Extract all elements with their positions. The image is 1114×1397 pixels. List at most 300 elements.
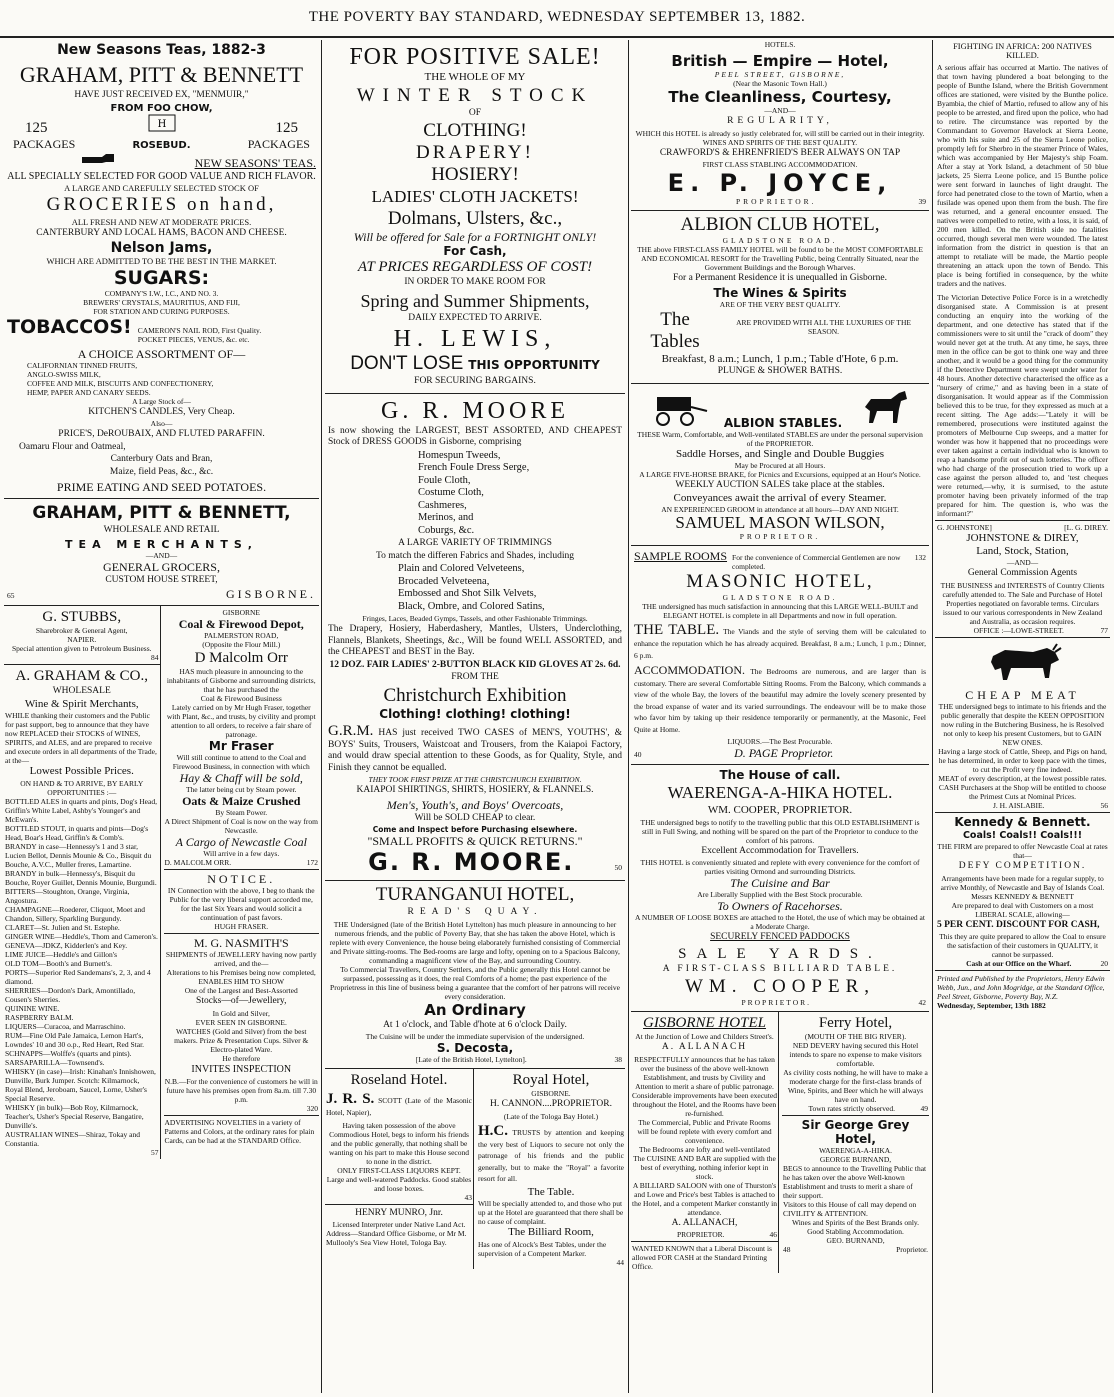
col3-right	[778, 1012, 929, 1273]
meat-1: THE undersigned begs to intimate to his friends and the public generally that despite the KEEN OPPOSITION now ruling in the Butchering Business, he is Resolved not only to keep his present Customers, but to GAIN NEW ONES.	[938, 701, 1107, 747]
agraham-3: WHILE thanking their customers and the Public for past support, beg to announce that they have now REPLACED their STOCKS of WINES, SPIRITS, and ALES, and are prepared to receive and execute orders in all departments of the Trade, at the—	[5, 711, 157, 765]
orr-3: Lately carried on by Mr Hugh Fraser, together with Plant, &c., and trusts, by civility and prompt attention to all orders, to receive a fair share of patronage.	[166, 703, 316, 739]
cooper-footer	[634, 998, 926, 1007]
match: To match the differen Fabrics and Shades, including	[375, 550, 575, 561]
wine-list-item: PORTS—Superior Red Sandemans's, 2, 3, and 4 diamond.	[5, 967, 151, 986]
page-no: 40	[634, 750, 642, 759]
cuisine: The Cuisine and Bar	[730, 876, 830, 890]
albion-1: THE above FIRST-CLASS FAMILY HOTEL will be found to be the MOST COMFORTABLE AND ECONOMICAL RESORT for the Travelling Public, being Centrally Situated, near the Government Buildings and the Borough Wharves.	[637, 245, 923, 272]
ferry-advert	[782, 1012, 929, 1116]
british-empire-advert	[631, 49, 929, 211]
agraham-no: 57	[151, 1147, 159, 1157]
and-1: —AND—	[764, 106, 796, 115]
dateline: Wednesday, September, 13th 1882	[937, 1001, 1046, 1010]
roseland-no: 43	[464, 1192, 472, 1202]
allanach-sig: A. ALLANACH,	[671, 1217, 738, 1228]
albion: ALBION CLUB HOTEL,	[680, 214, 880, 235]
grm-block	[328, 722, 622, 775]
cash-5-1: This they are quite prepared to allow the Coal to ensure the satisfaction of their customers in QUALITY, it cannot be surpassed.	[939, 932, 1106, 959]
sale-heading: FOR POSITIVE SALE!	[349, 44, 601, 70]
royal: Royal Hotel,	[512, 1072, 590, 1088]
johnstone-b: [L. G. DIREY.	[1064, 523, 1108, 532]
dress-goods-item: Coburgs, &c.	[418, 524, 475, 536]
lowest: Lowest Possible Prices.	[29, 765, 134, 777]
nasmith-advert	[164, 934, 320, 1116]
stock-line: A LARGE AND CAREFULLY SELECTED STOCK OF	[64, 183, 259, 193]
ferry-1: (MOUTH OF THE BIG RIVER).	[804, 1032, 907, 1041]
selected-line: ALL SPECIALLY SELECTED FOR GOOD VALUE AND RICH FLAVOR.	[7, 170, 316, 182]
opportunity: THIS OPPORTUNITY	[468, 358, 600, 372]
wine-list-item: BRANDY in bulk—Hennessy's, Bisquit du Bouche, Royer Guillet, Dennis Mounie, Burgundi.	[5, 868, 157, 887]
drapery-p: The Drapery, Hosiery, Haberdashery, Mantles, Ulsters, Underclothing, Flannels, Blankets, Sheetings, &c., Will be found WELL ASSORTED, and the CHEAPEST and BEST in the Bay.	[328, 624, 622, 657]
johnstone-a: G. JOHNSTONE]	[937, 523, 992, 532]
drapery: DRAPERY!	[416, 142, 534, 163]
prize: THEY TOOK FIRST PRIZE AT THE CHRISTCHURCH EXHIBITION.	[368, 775, 582, 784]
potatoes: PRIME EATING AND SEED POTATOES.	[56, 480, 267, 494]
cleanliness: The Cleanliness, Courtesy,	[668, 88, 892, 106]
grey-footer	[783, 1245, 928, 1254]
gisborne: GISBORNE.	[225, 587, 316, 601]
fringes: Fringes, Laces, Beaded Gymps, Tassels, and other Fashionable Trimmings.	[362, 614, 588, 623]
africa-text: A serious affair has occurred at Martio. The natives of that town having plundered a boat belonging to the people of Bunthe Island, where the British Government offices are stationed, were visited by the Bunthe police. Byambia, the chief of Martio, refused to allow any of his people to be arrested, and fired upon the police, who had to retire. The circumstance was reported by the Commandant to Governor Havelock at Sierra Leone, who with his suite and 25 of the Sierra Leone police, promptly left for Sherbro in the steamer Prince of Wales, which was accompanied by Her Majesty's ship Foam. After a stay at York Island, a detachment of 50 blue jackets, 25 Sierra Leone police, and 15 Bunthe police were sent forward in launches of light draught. The force had penetrated close to the town of Martio, when a fusilade was opened upon them from the bush. The fire was returned, and a general encounter ensued. The natives were compelled to retire, with a loss, it is said, of 200 men killed. On the British side no fatalities occurred, though several men were wounded. The latest information from the district in question is that an attempt to retaliate will be made, the Martio people threatening an attack upon the town of Bendo. This place is being fortified in consequence, by the white traders and the natives.	[937, 63, 1108, 288]
coal-gisborne: GISBORNE	[222, 608, 260, 617]
firm-name: GRAHAM, PITT & BENNETT	[19, 62, 304, 87]
horse-icon	[857, 387, 911, 427]
stables-advert	[631, 384, 929, 547]
allanach-footer	[632, 1230, 777, 1239]
kennedy-1: THE FIRM are prepared to offer Newcastle Coal at rates that—	[937, 842, 1108, 860]
column-rule	[628, 40, 629, 1393]
wilson: SAMUEL MASON WILSON,	[675, 513, 885, 532]
cargo: A Cargo of Newcastle Coal	[175, 835, 307, 849]
ferry-footer	[783, 1104, 928, 1113]
new-teas: NEW SEASONS' TEAS.	[194, 155, 316, 170]
gpb-advert	[4, 499, 319, 606]
albion-road: GLADSTONE ROAD.	[722, 236, 838, 245]
masonic-road: GLADSTONE ROAD.	[722, 593, 838, 602]
notice-title: NOTICE.	[207, 872, 276, 886]
table: The Table.	[527, 1185, 575, 1198]
africa-article	[935, 40, 1110, 521]
velvet-item: Black, Ombre, and Colored Satins,	[398, 600, 545, 612]
wine-list-item: SHERRIES—Dordon's Dark, Amontillado, Cousen's Sherries.	[5, 985, 136, 1004]
moore-advert	[325, 394, 625, 882]
joyce-prop: PROPRIETOR.	[735, 197, 817, 206]
ferry-2: NED DEVERY having secured this Hotel intends to spare no expense to make visitors comfortable.	[789, 1041, 922, 1068]
stubbs-2: NAPIER.	[67, 635, 97, 644]
ferry: Ferry Hotel,	[818, 1015, 893, 1031]
jrs-block	[326, 1090, 472, 1120]
saddle-1: May be Procured at all Hours.	[734, 461, 826, 470]
saddle: Saddle Horses, and Single and Double Buggies	[675, 447, 885, 460]
dolmans: Dolmans, Ulsters, &c.,	[387, 208, 563, 229]
masonic: MASONIC HOTEL,	[686, 571, 874, 592]
nasmith-3: ENABLES HIM TO SHOW	[198, 977, 285, 986]
turanganui: TURANGANUI HOTEL,	[375, 884, 575, 905]
decosta-1: [Late of the British Hotel, Lyttelton].	[415, 1055, 527, 1064]
candles-pre: A Large Stock of—	[132, 396, 191, 406]
col1-right	[160, 606, 320, 1159]
liquors: LIQUORS.—The Best Procurable.	[727, 737, 833, 746]
kaiapoi: KAIAPOI SHIRTINGS, SHIRTS, HOSIERY, & FLANNELS.	[356, 785, 594, 795]
masonic-advert	[631, 546, 929, 765]
moore-2-no: 50	[614, 863, 622, 872]
tobacco-2: POCKET PIECES, VENUS, &c. etc.	[137, 334, 250, 344]
allanach-6: A BILLIARD SALOON with one of Thurston's and Lowe and Price's best Tables is attached to the Hotel, and a competent Marker constantly in attendance.	[632, 1180, 777, 1217]
ferry-4: Town rates strictly observed.	[808, 1104, 896, 1113]
defy: DEFY COMPETITION.	[958, 861, 1087, 871]
meat-3: MEAT of every description, at the lowest possible rates.	[938, 773, 1107, 783]
meat-4: CASH Purchasers at the Shop will be entitled to choose the Primest Cuts at Nominal Prices.	[938, 782, 1107, 801]
munro-advert	[325, 1205, 473, 1250]
grey-6: Good Stabling Accommodation.	[807, 1227, 904, 1236]
wine-list-item: CHAMPAGNE—Roederer, Cliquot, Moet and Chandon, Sillery, Sparkling Burgundy.	[5, 904, 146, 923]
sample-row	[634, 549, 926, 571]
house-of-call: The House of call.	[719, 768, 841, 782]
near: (Near the Masonic Town Hall.)	[733, 79, 827, 88]
cheap-meat: CHEAP MEAT	[965, 687, 1080, 702]
candles: KITCHEN'S CANDLES, Very Cheap.	[88, 406, 235, 417]
wine-list-item: RUM—Fine Old Pale Jamaica, Lemon Hart's, Lowndes' 10 and 30 o.p., Red Heart, Red Star.	[5, 1030, 145, 1049]
nasmith-1: SHIPMENTS of JEWELLERY having now partly arrived, and the—	[165, 950, 317, 968]
billiard-1: Has one of Alcock's Best Tables, under the supervision of a Competent Marker.	[478, 1239, 607, 1258]
received-line: HAVE JUST RECEIVED EX, "MENMUIR,"	[74, 90, 249, 100]
accommodation-1: The Bedrooms are numerous, and are larger than is customary. There are several Comfortable Sitting Rooms. From the Balcony, which commands a view of the whole Bay, the lovers of the beautiful may admire the lovely scenery presented by the broad expanse of water and its varied surroundings. The endeavour will be to make those who favor him by taking up their residence temporarily or permanently, at the Masonic, Feel Quite at Home.	[634, 667, 926, 734]
chinese-seal-icon	[147, 114, 177, 132]
oats-1: By Steam Power.	[215, 808, 268, 817]
crawford: CRAWFORD'S & EHRENFRIED'S BEER ALWAYS ON TAP	[659, 147, 901, 158]
grey-no: 48	[783, 1245, 791, 1254]
conveyances: Conveyances await the arrival of every Steamer.	[673, 491, 887, 504]
stubbs-no: 84	[151, 653, 159, 662]
orr: D Malcolm Orr	[194, 650, 288, 666]
cash: For Cash,	[443, 244, 507, 258]
turanganui-1: READ'S QUAY.	[407, 907, 543, 917]
dress-goods-item: Homespun Tweeds,	[418, 449, 501, 461]
stubbs-1: Sharebroker & General Agent,	[35, 626, 128, 635]
allanach-3: The Commercial, Public and Private Rooms will be found replete with every comfort and convenience.	[637, 1117, 772, 1145]
royal-1: GISBORNE.	[531, 1089, 571, 1098]
royal-advert	[477, 1069, 625, 1269]
billiard-table: A FIRST-CLASS BILLIARD TABLE.	[662, 963, 898, 974]
column-1	[4, 40, 319, 1393]
trimmings: A LARGE VARIETY OF TRIMMINGS	[398, 538, 552, 548]
peel-street: PEEL STREET, GISBORNE,	[714, 70, 846, 79]
allanach-prop: PROPRIETOR.	[676, 1230, 725, 1239]
wine-list-item: BOTTLED ALES in quarts and pints, Dog's Head, Griffin's White Label, Ashby's Younger's and McEwan's.	[5, 796, 157, 824]
johnstone-1: THE BUSINESS and INTERESTS of Country Clients carefully attended to. The Sale and Purchase of Hotel Properties negotiated on favorable terms. Circulars issued to our various correspondents in New Zealand and Australia, as occasion requires.	[940, 580, 1105, 626]
decosta-no: 38	[614, 1055, 622, 1064]
ordinary-1: At 1 o'clock, and Table d'hote at 6 o'clock Daily.	[383, 1019, 567, 1030]
wine-list-item: GINGER WINE—Heddle's, Thom and Cameron's.	[5, 931, 158, 941]
wanted: WANTED KNOWN that a Liberal Discount is allowed FOR CASH at the Standard Printing Office.	[632, 1244, 772, 1271]
oats-2: A Direct Shipment of Coal is now on the way from Newcastle.	[164, 817, 318, 835]
dress-goods-item: Cashmeres,	[418, 499, 467, 511]
moore2-row	[328, 848, 622, 876]
wine-list-item: WHISKY (in bulk)—Bob Roy, Kilmarnock, Teacher's, Usher's Special Reserve, Bangatire, Dunville's.	[5, 1102, 144, 1130]
british-empire: British — Empire — Hotel,	[671, 52, 889, 70]
sample-no: 132	[914, 553, 926, 562]
wine-list-item: LIQUERS—Curacoa, and Marraschino.	[5, 1021, 126, 1031]
oamaru-3: Maize, field Peas, &c., &c.	[109, 466, 214, 477]
cannon: H. CANNON....PROPRIETOR.	[489, 1099, 613, 1109]
moore: G. R. MOORE	[380, 397, 569, 424]
jrs-1: SCOTT (Late of the Masonic Hotel, Napier),	[326, 1096, 472, 1117]
regardless: AT PRICES REGARDLESS OF COST!	[357, 259, 593, 275]
ferry-no: 49	[920, 1104, 928, 1113]
agraham: A. GRAHAM & CO.,	[15, 668, 148, 684]
billiard: The Billiard Room,	[508, 1226, 594, 1238]
column-2	[325, 40, 625, 1393]
nasmith-10: INVITES INSPECTION	[191, 1063, 292, 1075]
sample-1: For the convenience of Commercial Gentlemen are now completed.	[732, 553, 901, 571]
allanach-1: RESPECTFULLY announces that he has taken over the business of the above well-known Establishment, and trusts by Civility and Attention to merit a share of public patronage.	[634, 1054, 775, 1091]
stubbs: G. STUBBS,	[42, 609, 122, 625]
cannon-1: (Late of the Tologa Bay Hotel.)	[503, 1111, 599, 1121]
column-rule	[932, 40, 933, 1393]
wine-list-item: BOTTLED STOUT, in quarts and pints—Dog's Head, Boar's Head, Griffin's & Comb's.	[5, 823, 149, 842]
notice-sig: HUGH FRASER.	[214, 922, 269, 931]
securing: FOR SECURING BARGAINS.	[414, 376, 536, 386]
meat-sig: J. H. AISLABIE.	[993, 800, 1045, 810]
nasmith-5: Stocks—of—Jewellery,	[196, 996, 287, 1006]
coal-opp: (Opposite the Flour Mill.)	[202, 640, 281, 649]
wines: WINES AND SPIRITS OF THE BEST QUALITY.	[702, 137, 858, 147]
coal-head: Coal & Firewood Depot,	[178, 617, 304, 631]
packages-label-row	[7, 137, 316, 151]
fraser: Mr Fraser	[208, 739, 274, 753]
stubbs-advert	[4, 606, 160, 665]
qty-left: 125	[25, 119, 48, 136]
joyce: E. P. JOYCE,	[667, 169, 893, 197]
notice-advert	[164, 870, 320, 934]
agraham-1: WHOLESALE	[52, 686, 111, 696]
overcoats: Men's, Youth's, and Boys' Overcoats,	[386, 797, 564, 812]
exhibition: Christchurch Exhibition	[383, 684, 567, 706]
wine-list-item: OLD TOM—Booth's and Burnett's.	[5, 958, 113, 968]
clothing-3: Clothing! clothing! clothing!	[379, 706, 571, 721]
cuisine-1: Are Liberally Supplied with the Best Stock procurable.	[697, 890, 863, 899]
of: OF	[468, 107, 482, 118]
col2-left	[325, 1069, 473, 1269]
dont-lose: DON'T LOSE	[350, 353, 464, 374]
fresh-line: ALL FRESH AND NEW AT MODERATE PRICES.	[71, 217, 252, 227]
inspect: Come and Inspect before Purchasing elsewhere.	[372, 825, 578, 834]
teas-advert	[4, 40, 319, 499]
new-teas-row	[7, 151, 316, 170]
cooper-2: THIS HOTEL is conveniently situated and replete with every convenience for the comfort of parties visiting Ormond and surrounding Districts.	[640, 858, 920, 876]
page-row	[634, 746, 926, 760]
velvet-item: Embossed and Shot Silk Velvets,	[398, 588, 537, 599]
and: —AND—	[145, 550, 178, 560]
grey-5: Wines and Spirits of the Best Brands only.	[791, 1218, 920, 1227]
the-table: THE TABLE.	[634, 622, 720, 638]
sugars: SUGARS:	[113, 266, 210, 289]
notice-1: IN Connection with the above, I beg to thank the Public for the very liberal support accorded me, for the last Six Years and would solicit a continuation of past favors.	[167, 886, 315, 922]
moore-1: Is now showing the LARGEST, BEST ASSORTED, AND CHEAPEST Stock of DRESS GOODS in Gisborne, comprising	[328, 425, 622, 447]
nasmith-7: EVER SEEN IN GISBORNE.	[195, 1017, 287, 1027]
tobaccos: TOBACCOS!	[7, 315, 132, 338]
packages-left: PACKAGES	[13, 136, 76, 151]
albion-stables: ALBION STABLES.	[723, 415, 843, 430]
office: OFFICE :—LOWE-STREET.	[973, 625, 1064, 635]
wine-list	[5, 797, 159, 1148]
thetable-block	[634, 621, 926, 662]
gpb-footer	[7, 587, 316, 601]
tobaccos-row	[7, 316, 316, 344]
ad-number: 65	[7, 591, 15, 600]
albion-2: For a Permanent Residence it is unequalled in Gisborne.	[673, 273, 887, 283]
kennedy-advert	[935, 813, 1110, 972]
room: IN ORDER TO MAKE ROOM FOR	[404, 277, 546, 287]
stables-1: THESE Warm, Comfortable, and Well-ventilated STABLES are under the personal supervision of the PROPRIETOR.	[637, 429, 923, 448]
choice-item: CALIFORNIAN TINNED FRUITS,	[27, 360, 138, 370]
nasmith-no: 320	[306, 1103, 318, 1113]
tables: The Tables	[650, 308, 700, 352]
imprint	[935, 971, 1110, 1013]
coal-advert	[164, 606, 320, 870]
pointing-hand-icon	[80, 151, 116, 167]
wine-list-item: AUSTRALIAN WINES—Shiraz, Tokay and Constantia.	[5, 1129, 141, 1148]
dress-goods-item: Costume Cloth,	[418, 487, 484, 498]
agraham-advert	[4, 665, 160, 1159]
whole: THE WHOLE OF MY	[424, 71, 526, 83]
stubbs-3: Special attention given to Petroleum Business.	[11, 644, 152, 653]
hay: Hay & Chaff will be sold,	[179, 771, 303, 785]
meat-2: Having a large stock of Cattle, Sheep, and Pigs on hand, he has determined, in order to keep pace with the times, to cut the Profit very fine indeed.	[938, 746, 1107, 774]
wines-spirits-1: ARE OF THE VERY BEST QUALITY.	[719, 299, 841, 309]
ladies: LADIES' CLOTH JACKETS!	[371, 187, 579, 206]
cargo-sig: D. MALCOLM ORR.	[164, 858, 232, 867]
ferry-3: As civility costs nothing, he will have to make a moderate charge for the first-class brands of Wine, Spirits, and Beer which he will always have on hand.	[783, 1068, 928, 1104]
billiard-no: 44	[616, 1257, 624, 1267]
johnstone-advert	[935, 521, 1110, 638]
gisborne-hotel-1: At the Junction of Lowe and Childers Street's.	[635, 1032, 774, 1041]
col1-left	[4, 606, 160, 1159]
wine-list-item: CLARET—St. Julien and St. Estephe.	[5, 922, 120, 932]
ordinary: An Ordinary	[424, 1000, 526, 1019]
hc-block	[478, 1122, 624, 1186]
office-2: Cash at our Office on the Wharf.	[966, 959, 1072, 968]
allanach-5: The CUISINE AND BAR are supplied with the best of everything, nothing inferior kept in stock.	[633, 1153, 776, 1181]
cooper: WM. COOPER, PROPRIETOR.	[707, 804, 853, 816]
cargo-footer	[165, 858, 319, 867]
jams-sub: WHICH ARE ADMITTED TO BE THE BEST IN THE MARKET.	[46, 255, 277, 266]
gisborne-hotel: GISBORNE HOTEL	[643, 1015, 766, 1031]
wine-list-item: SCHNAPPS—Wolffe's (quarts and pints).	[5, 1048, 132, 1058]
grey-sig: GEO. BURNAND,	[826, 1236, 885, 1245]
hay-1: The latter being cut by Steam power.	[185, 785, 297, 794]
meat-footer	[937, 801, 1108, 810]
gloves: 12 DOZ. FAIR LADIES' 2-BUTTON BLACK KID GLOVES AT 2s. 6d.	[329, 659, 621, 670]
racehorses-1: A NUMBER OF LOOSE BOXES are attached to the Hotel, the use of which may be obtained at a Moderate Charge.	[635, 913, 925, 931]
nasmith-11: N.B.—For the convenience of customers he will in future have his premises open from 8a.m. till 7.30 p.m.	[164, 1076, 318, 1104]
wine-list-item: QUININE WINE.	[5, 1003, 60, 1013]
wholesale: WHOLESALE AND RETAIL	[103, 525, 220, 535]
opportunity-row	[328, 353, 622, 375]
svg-text:H: H	[157, 118, 166, 130]
also: Also—	[150, 419, 173, 428]
office-row	[937, 626, 1108, 635]
jams: Nelson Jams,	[110, 239, 213, 256]
printed: Printed and Published by the Proprietors, Henry Edwin Webb, Jun., and John Mogridge, at the Standard Office, Peel Street, Gisborne, Poverty Bay, N.Z.	[937, 974, 1105, 1001]
wines-spirits: The Wines & Spirits	[713, 285, 847, 300]
wine-list-item: WHISKY (in case)—Irish: Kinahan's Innishowen, Dunville, Burk Jumper. Scotch: Kilmarnock, Royal Blend, Jeroboam, Saucel, Lorne, Usher's Special Reserve.	[5, 1066, 156, 1103]
moore-2: G. R. MOORE.	[368, 848, 575, 876]
cargo-no: 172	[306, 858, 318, 867]
bull-icon	[983, 642, 1063, 686]
from-line: FROM FOO CHOW,	[110, 102, 213, 114]
column-rule	[321, 40, 322, 1393]
wine-list-item: BITTERS—Stoughton, Orange, Virginia, Angostura.	[5, 886, 130, 905]
oamaru-2: Canterbury Oats and Bran,	[110, 454, 213, 464]
col3-split	[631, 1012, 929, 1273]
plunge: PLUNGE & SHOWER BATHS.	[717, 366, 843, 376]
decosta: S. Decosta,	[436, 1041, 514, 1055]
lewis: H. LEWIS,	[393, 326, 557, 352]
ordinary-2: The Cuisine will be under the immediate supervision of the undersigned.	[365, 1032, 585, 1041]
choice-item: COFFEE AND MILK, BISCUITS AND CONFECTIONERY,	[27, 378, 214, 388]
masonic-1: THE undersigned has much satisfaction in announcing that this LARGE WELL-BUILT and ELEGANT HOTEL is complete in all Departments and now in full operation.	[642, 602, 918, 620]
grey: Sir George Grey Hotel,	[801, 1118, 910, 1146]
hotels-heading: HOTELS.	[764, 40, 796, 49]
choice-item: ANGLO-SWISS MILK,	[27, 369, 101, 379]
cooper-2-no: 42	[918, 998, 926, 1007]
allanach-2: Considerable improvements have been executed throughout the Hotel, and the Rooms have been re-furnished.	[632, 1090, 777, 1118]
tea-merchants: TEA MERCHANTS,	[65, 537, 258, 551]
brake: A LARGE FIVE-HORSE BRAKE, for Picnics and Excursions, equipped at an Hour's Notice.	[639, 470, 921, 479]
albion-advert	[631, 211, 929, 384]
waerenga-advert	[631, 765, 929, 1012]
grey-2: GEORGE BURNAND,	[819, 1155, 892, 1164]
grm-1: HAS just received TWO CASES of MEN'S, YOUTHS', & BOYS' Suits, Trousers, Waistcoat and Trousers, from the Kaiapoi Factory, and would draw special attention to these Goods, as for Quality, Style, and Finish they cannot be equalled.	[328, 727, 622, 773]
tables-row	[634, 309, 926, 353]
tables-1: ARE PROVIDED WITH ALL THE LUXURIES OF THE SEASON.	[736, 317, 911, 336]
overcoats-1: Will be SOLD CHEAP to clear.	[414, 812, 536, 823]
column-3	[631, 40, 929, 1393]
joyce-no: 39	[918, 197, 926, 206]
roseland: Roseland Hotel.	[350, 1072, 448, 1088]
goods-list	[328, 450, 622, 538]
oats: Oats & Maize Crushed	[182, 794, 301, 808]
grey-advert	[782, 1116, 929, 1256]
col1-split	[4, 606, 319, 1159]
sugars-2: BREWERS' CRYSTALS, MAURITIUS, AND FIJI,	[83, 297, 240, 307]
johnstone-names	[937, 523, 1108, 532]
grey-prop: Proprietor.	[896, 1245, 928, 1254]
choice-heading: A CHOICE ASSORTMENT OF—	[77, 346, 246, 361]
breakfast: Breakfast, 8 a.m.; Lunch, 1 p.m.; Table d'Hote, 6 p.m.	[661, 352, 899, 365]
hc-1: TRUSTS by attention and keeping the very best of Liquors to secure not only the patronage of his friends and the public generally, but to make the "Royal" a favorite resort for all.	[478, 1127, 624, 1183]
grey-1: WAERENGA-A-HIKA.	[818, 1146, 893, 1155]
novelties: ADVERTISING NOVELTIES in a variety of Patterns and Colors, at the ordinary rates for plain Cards, can be had at the STANDARD Office.	[164, 1117, 315, 1145]
grey-3: BEGS to announce to the Travelling Public that he has taken over the above Well-known Establishment and trusts to merit a share of their support.	[783, 1164, 927, 1200]
cargo-1: Will arrive in a few days.	[203, 849, 280, 858]
nasmith-8: WATCHES (Gold and Silver) from the best makers. Prize & Presentation Cups. Silver & Electro-plated Ware.	[174, 1026, 309, 1054]
fortnight: Will be offered for Sale for a FORTNIGHT ONLY!	[353, 230, 597, 244]
agraham-2: Wine & Spirit Merchants,	[24, 697, 139, 710]
nasmith-9: He therefore	[222, 1053, 261, 1063]
wine-list-item: SARSAPARILLA—Townsend's.	[5, 1057, 105, 1067]
cooper-2-name: WM. COOPER,	[684, 976, 876, 997]
arrive: ON HAND & TO ARRIVE, BY EARLY OPPORTUNITIES :—	[20, 778, 144, 797]
winter-stock: WINTER STOCK	[356, 84, 594, 106]
grm: G.R.M.	[328, 722, 374, 739]
paraffin: PRICE'S, DeROUBAIX, AND FLUTED PARAFFIN.	[58, 429, 265, 439]
stables-head	[634, 387, 926, 430]
col3-left	[631, 1012, 778, 1273]
orr-2: Coal & Firewood Business	[200, 694, 282, 703]
